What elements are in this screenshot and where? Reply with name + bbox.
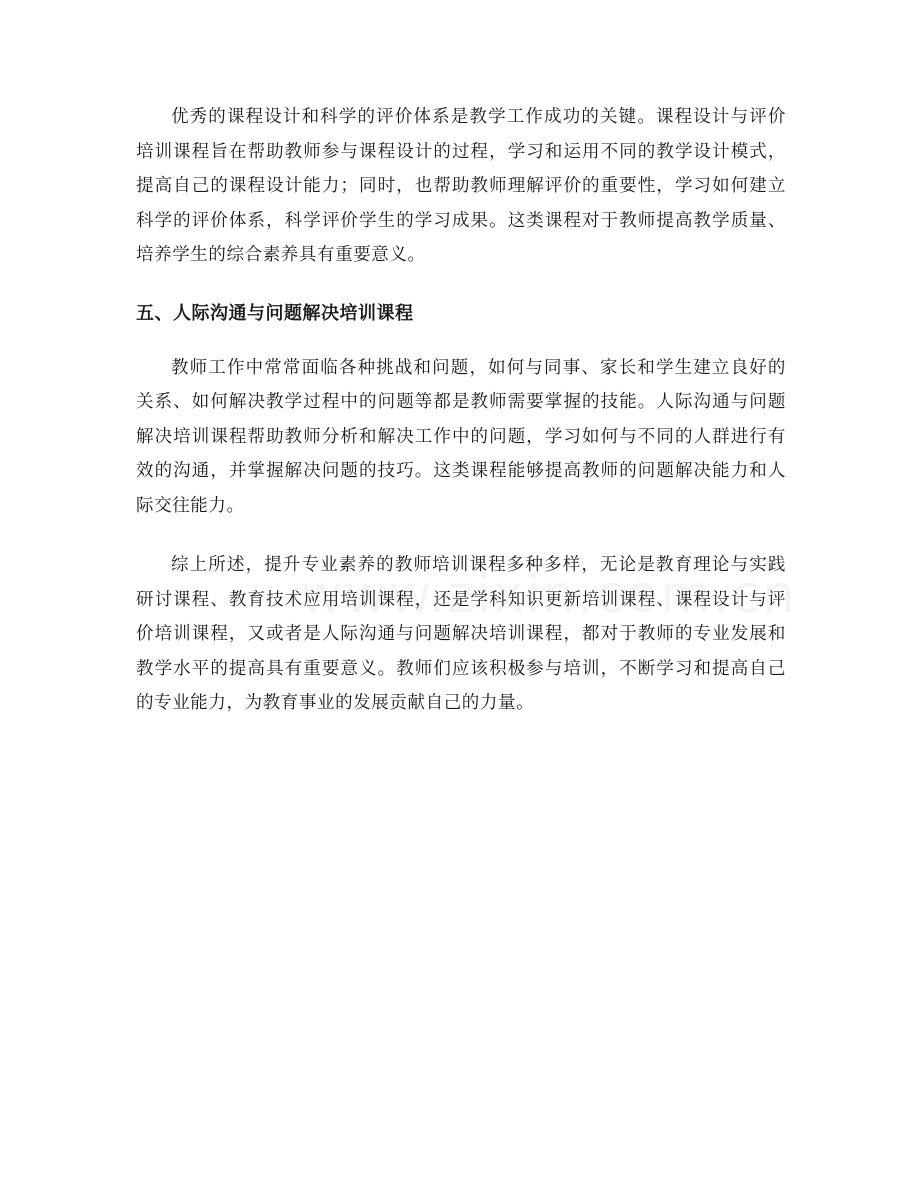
body-paragraph: 综上所述，提升专业素养的教师培训课程多种多样，无论是教育理论与实践研讨课程、教育技术应用培训课程，还是学科知识更新培训课程、课程设计与评价培训课程，又或者是人际沟通与问题解决培训课程，都对于教师的专业发展和教学水平的提高具有重要意义。教师们应该积极参与培训，不断学习和提高自己的专业能力，为教育事业的发展贡献自己的力量。: [136, 555, 786, 713]
body-paragraph: 教师工作中常常面临各种挑战和问题，如何与同事、家长和学生建立良好的关系、如何解决教学过程中的问题等都是教师需要掌握的技能。人际沟通与问题解决培训课程帮助教师分析和解决工作中的问题，学习如何与不同的人群进行有效的沟通，并掌握解决问题的技巧。这类课程能够提高教师的问题解决能力和人际交往能力。: [136, 357, 786, 516]
section-heading: 五、人际沟通与问题解决培训课程: [136, 302, 414, 324]
body-paragraph: 优秀的课程设计和科学的评价体系是教学工作成功的关键。课程设计与评价培训课程旨在帮助教师参与课程设计的过程，学习和运用不同的教学设计模式，提高自己的课程设计能力；同时，也帮助教师理解评价的重要性，学习如何建立科学的评价体系，科学评价学生的学习成果。这类课程对于教师提高教学质量、培养学生的综合素养具有重要意义。: [136, 107, 786, 265]
document-page: [136, 100, 786, 721]
